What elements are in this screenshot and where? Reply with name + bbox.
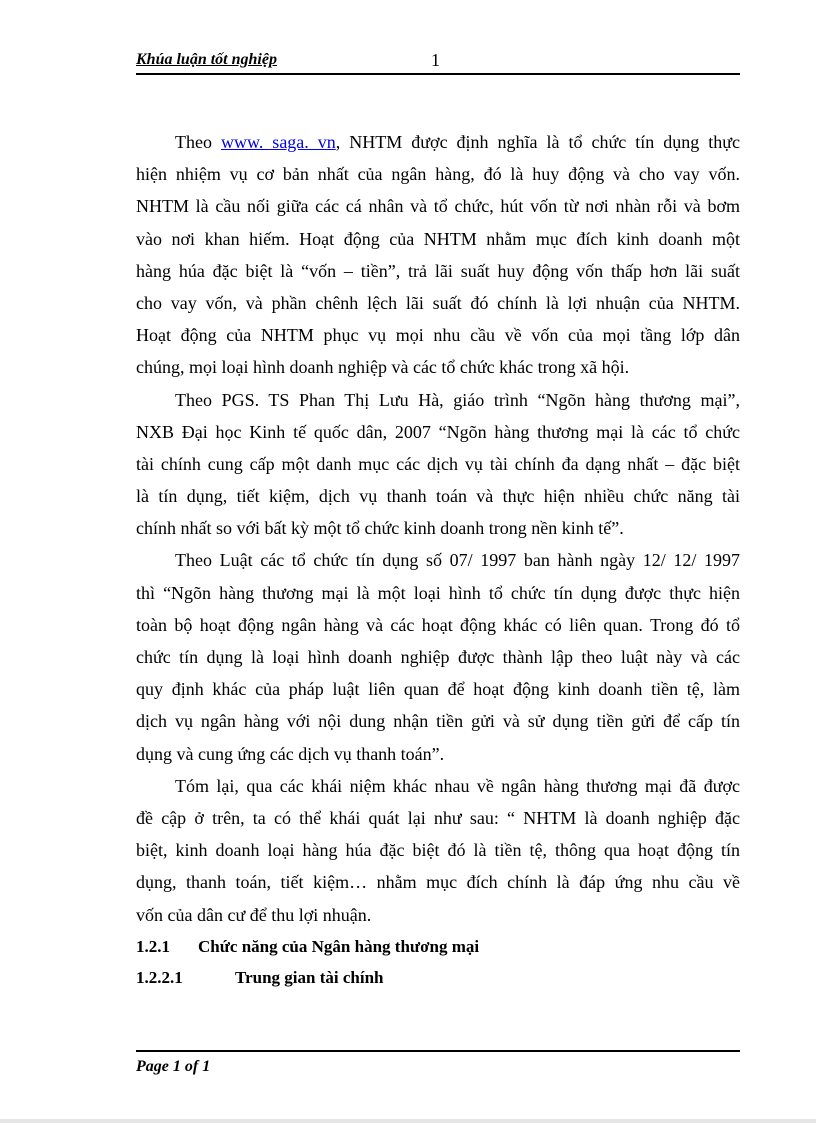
- text-line: [136, 126, 740, 158]
- subsection-heading: [136, 962, 740, 993]
- paragraph: [136, 384, 740, 545]
- subsection-title: Trung gian tài chính: [235, 967, 384, 987]
- section-number: 1.2.1: [136, 936, 170, 956]
- page-header: [136, 47, 740, 75]
- text-line: Hoạt động của NHTM phục vụ mọi nhu cầu về vốn của mọi tầng lớp dân: [136, 325, 740, 346]
- text-line: NHTM là cầu nối giữa các cá nhân và tổ chức, hút vốn từ nơi nhàn rỗi và bơm: [136, 196, 740, 217]
- text-line: NXB Đại học Kinh tế quốc dân, 2007 “Ngõn hàng thương mại là các tổ chức: [136, 421, 740, 442]
- text-line: chức tín dụng là loại hình doanh nghiệp được thành lập theo luật này và các: [136, 647, 740, 667]
- text-line: dụng, thanh toán, tiết kiệm… nhằm mục đích chính là đáp ứng nhu cầu về: [136, 872, 740, 893]
- text-line: vốn của dân cư để thu lợi nhuận.: [136, 904, 372, 925]
- text-line: quy định khác của pháp luật liên quan để hoạt động kinh doanh tiền tệ, làm: [136, 679, 740, 700]
- text-line: thì “Ngõn hàng thương mại là một loại hình tổ chức tín dụng được thực hiện: [136, 582, 740, 603]
- text-line-suffix: , NHTM được định nghĩa là tổ chức tín dụng thực: [335, 132, 740, 152]
- text-line: chính nhất so với bất kỳ một tổ chức kinh doanh trong nền kinh tế”.: [136, 518, 624, 539]
- text-line: Tóm lại, qua các khái niệm khác nhau về ngân hàng thương mại đã được: [175, 775, 740, 796]
- text-line: Theo PGS. TS Phan Thị Lưu Hà, giáo trình “Ngõn hàng thương mại”,: [175, 389, 740, 410]
- footer-page-label: Page 1 of 1: [136, 1058, 211, 1075]
- section-title: Chức năng của Ngân hàng thương mại: [198, 936, 480, 956]
- text-line: dịch vụ ngân hàng với nội dung nhận tiền gửi và sử dụng tiền gửi để cấp tín: [136, 711, 740, 732]
- paragraph: [136, 770, 740, 931]
- saga-link[interactable]: www. saga. vn: [220, 132, 336, 152]
- document-body: [136, 126, 740, 993]
- text-line-prefix: Theo: [175, 132, 221, 152]
- text-line: cho vay vốn, và phần chênh lệch lãi suất đó chính là lợi nhuận của NHTM.: [136, 292, 740, 313]
- text-line: hàng húa đặc biệt là “vốn – tiền”, trả lãi suất huy động vốn thấp hơn lãi suất: [136, 260, 740, 281]
- section-heading: [136, 931, 740, 962]
- text-line: tài chính cung cấp một danh mục các dịch vụ tài chính đa dạng nhất – đặc biệt: [136, 453, 740, 474]
- text-line: Theo Luật các tổ chức tín dụng số 07/ 1997 ban hành ngày 12/ 12/ 1997: [175, 550, 740, 571]
- text-line: chúng, mọi loại hình doanh nghiệp và các tổ chức khác trong xã hội.: [136, 357, 630, 378]
- text-line: đề cập ở trên, ta có thể khái quát lại như sau: “ NHTM là doanh nghiệp đặc: [136, 807, 740, 828]
- page-footer: [136, 1050, 740, 1075]
- header-page-number: 1: [431, 50, 440, 70]
- page-bottom-edge: [0, 1119, 816, 1123]
- subsection-number: 1.2.2.1: [136, 967, 183, 987]
- text-line: vào nơi khan hiếm. Hoạt động của NHTM nhằm mục đích kinh doanh một: [136, 228, 740, 249]
- text-line: toàn bộ hoạt động ngân hàng và các hoạt động khác có liên quan. Trong đó tổ: [136, 614, 740, 635]
- text-line: hiện nhiệm vụ cơ bản nhất của ngân hàng, đó là huy động và cho vay vốn.: [136, 164, 740, 185]
- header-title: Khúa luận tốt nghiệp: [136, 51, 277, 68]
- paragraph: [136, 544, 740, 769]
- text-line: là tín dụng, tiết kiệm, dịch vụ thanh toán và thực hiện nhiều chức năng tài: [136, 486, 740, 507]
- text-line: dụng và cung ứng các dịch vụ thanh toán”.: [136, 743, 445, 764]
- paragraph: [136, 126, 740, 384]
- text-line: biệt, kinh doanh loại hàng húa đặc biệt đó là tiền tệ, thông qua hoạt động tín: [136, 840, 740, 861]
